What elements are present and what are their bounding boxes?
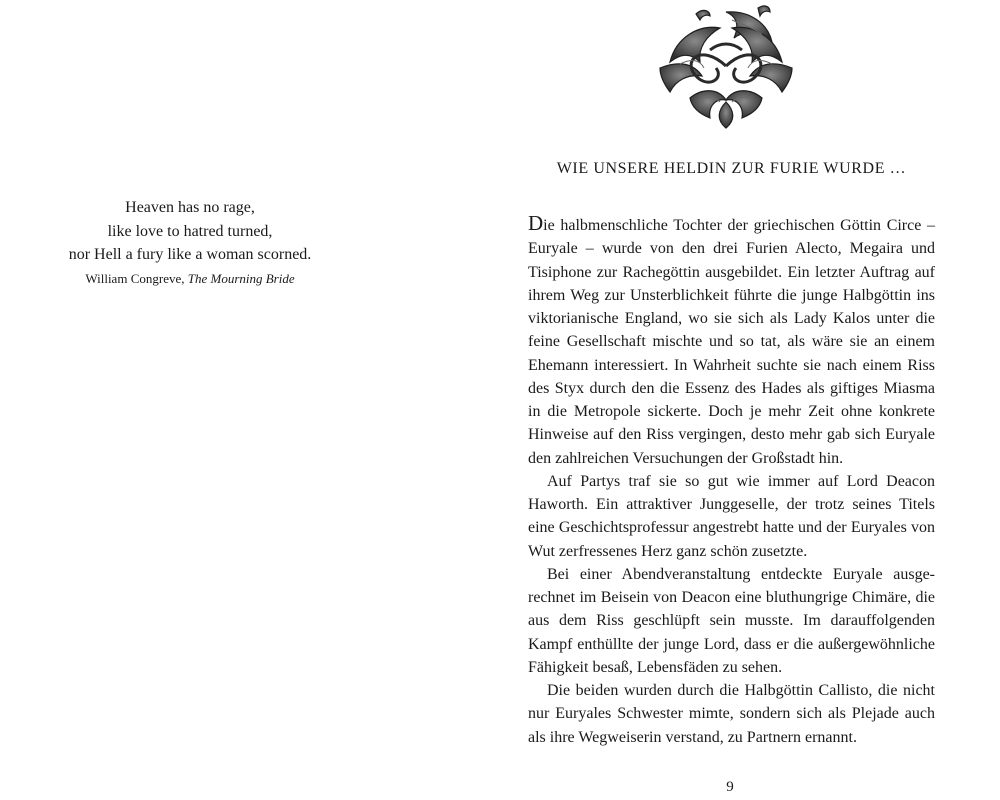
paragraph: Auf Partys traf sie so gut wie immer auf Lord Deacon Haworth. Ein attraktiver Junggeselle, der trotz seines Titels eine Geschichtsprofessur angestrebt hatte und der Euryales von Wut zerfressenes Herz ganz schön zusetzte. [528, 472, 935, 560]
epigraph-author: William Congreve, [85, 270, 188, 286]
body-text [528, 211, 935, 749]
epigraph-work: The Mourning Bride [187, 270, 295, 286]
ornament-icon [640, 2, 812, 132]
paragraph: Die beiden wurden durch die Halbgöttin Callisto, die nicht nur Euryales Schwester mimte, sondern sich als Plejade auch als ihre Wegweiserin verstand, zu Partnern ernannt. [528, 682, 935, 746]
chapter-title: WIE UNSERE HELDIN ZUR FURIE WURDE … [556, 160, 907, 177]
epigraph-line-1: Heaven has no rage, [125, 199, 255, 216]
paragraph-text: ie halbmenschliche Tochter der griechischen Göttin Circe – Euryale – wurde von den drei Furien Alecto, Megaira und Tisiphone zur Rachegöttin ausgebildet. Ein letzter Auftrag auf ihrem Weg zur Unsterblichkeit führte die junge Halbgöttin ins viktorianische England, wo sie sich als Lady Kalos unter die feine Gesellschaft mischte und so tat, als wäre sie an einem Ehemann interessiert. In Wahrheit suchte sie nach einem Riss des Styx durch den die Essenz des Hades als giftiges Miasma in die Metropole sickerte. Doch je mehr Zeit ohne konkrete Hinweise auf den Riss vergingen, desto mehr gab sich Euryale den zahlreichen Versuchungen der Großstadt hin. [528, 217, 935, 467]
page-number: 9 [726, 779, 734, 795]
epigraph-attribution [40, 269, 340, 289]
epigraph-line-3: nor Hell a fury like a woman scorned. [68, 246, 312, 263]
epigraph-line-2: like love to hatred turned, [107, 222, 273, 240]
paragraph [528, 211, 935, 470]
epigraph [40, 196, 340, 289]
drop-cap: D [528, 211, 544, 235]
paragraph: Bei einer Abendveranstaltung entdeckte Euryale ausgerechnet im Beisein von Deacon eine bluthungrige Chimäre, die aus dem Riss geschlüpft sein musste. Im darauffolgenden Kampf enthüllte der junge Lord, dass er die außergewöhnliche Fähigkeit besaß, Lebensfäden zu sehen. [528, 565, 935, 676]
